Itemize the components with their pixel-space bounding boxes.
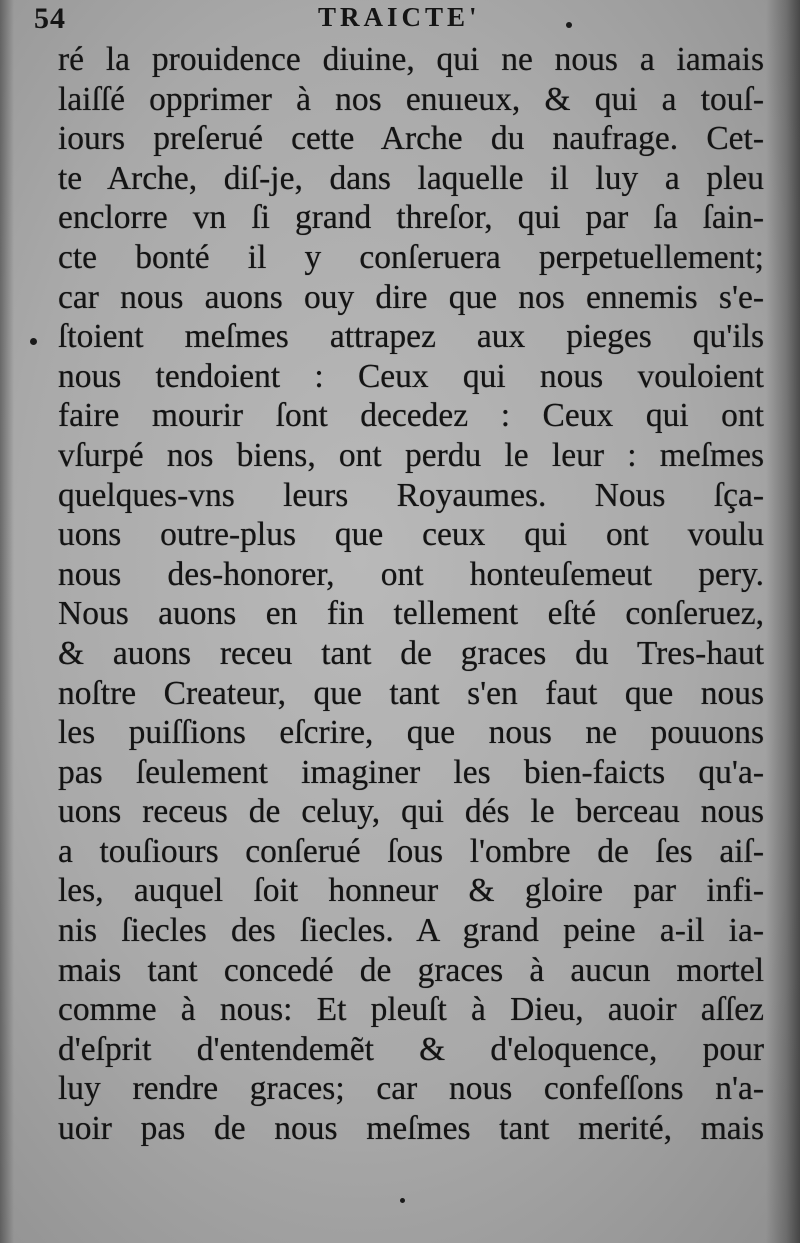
text-line: laiſſé opprimer à nos enuıeux, & qui a touſ- [58,80,764,118]
text-line: faire mourir ſont decedez : Ceux qui ont [58,397,764,435]
text-line: les, auquel ſoit honneur & gloire par infi- [58,872,764,910]
text-line: luy rendre graces; car nous confeſſons n'a- [58,1070,764,1108]
ink-speck [566,22,572,28]
text-line: noſtre Createur, que tant s'en faut que nous [58,674,764,712]
text-line: iours preſerué cette Arche du naufrage. Cet- [58,120,764,158]
text-line: nis ſiecles des ſiecles. A grand peine a-il ia- [58,912,764,950]
text-line: cte bonté il y conſeruera perpetuellement; [58,238,764,276]
page-number: 54 [34,2,66,35]
text-line: mais tant concedé de graces à aucun mortel [58,951,764,989]
text-line: comme à nous: Et pleuſt à Dieu, auoir aſſez [58,991,764,1029]
text-line: te Arche, diſ-je, dans laquelle il luy a pleu [58,159,764,197]
text-line: uons outre-plus que ceux qui ont voulu [58,516,764,554]
ink-speck [30,338,37,345]
text-line: nous tendoient : Ceux qui nous vouloient [58,357,764,395]
running-title: TRAICTE' [318,2,481,32]
text-line: quelques-vns leurs Royaumes. Nous ſça- [58,476,764,514]
text-line: pas ſeulement imaginer les bien-faicts qu'a- [58,753,764,791]
running-head [0,0,800,44]
text-line: vſurpé nos biens, ont perdu le leur : meſmes [58,436,764,474]
text-line: & auons receu tant de graces du Tres-haut [58,634,764,672]
body-text [58,40,764,1149]
ink-speck [400,1198,405,1203]
text-line: uoir pas de nous meſmes tant merité, mais [58,1110,764,1148]
text-line: ſtoient meſmes attrapez aux pieges qu'ils [58,318,764,356]
text-line: Nous auons en fin tellement eſté conſeruez, [58,595,764,633]
gutter-shadow [0,0,14,1243]
page-edge-shadow [766,0,800,1243]
text-line: a touſiours conſerué ſous l'ombre de ſes aiſ- [58,832,764,870]
text-line: nous des-honorer, ont honteuſemeut pery. [58,555,764,593]
text-line: les puiſſions eſcrire, que nous ne pouuons [58,714,764,752]
text-line: uons receus de celuy, qui dés le berceau nous [58,793,764,831]
text-line: d'eſprit d'entendemẽt & d'eloquence, pour [58,1030,764,1068]
text-line: ré la prouidence diuine, qui ne nous a iamais [58,41,764,78]
text-line: enclorre vn ſi grand threſor, qui par ſa ſain- [58,199,764,237]
text-line: car nous auons ouy dire que nos ennemis s'e- [58,278,764,316]
